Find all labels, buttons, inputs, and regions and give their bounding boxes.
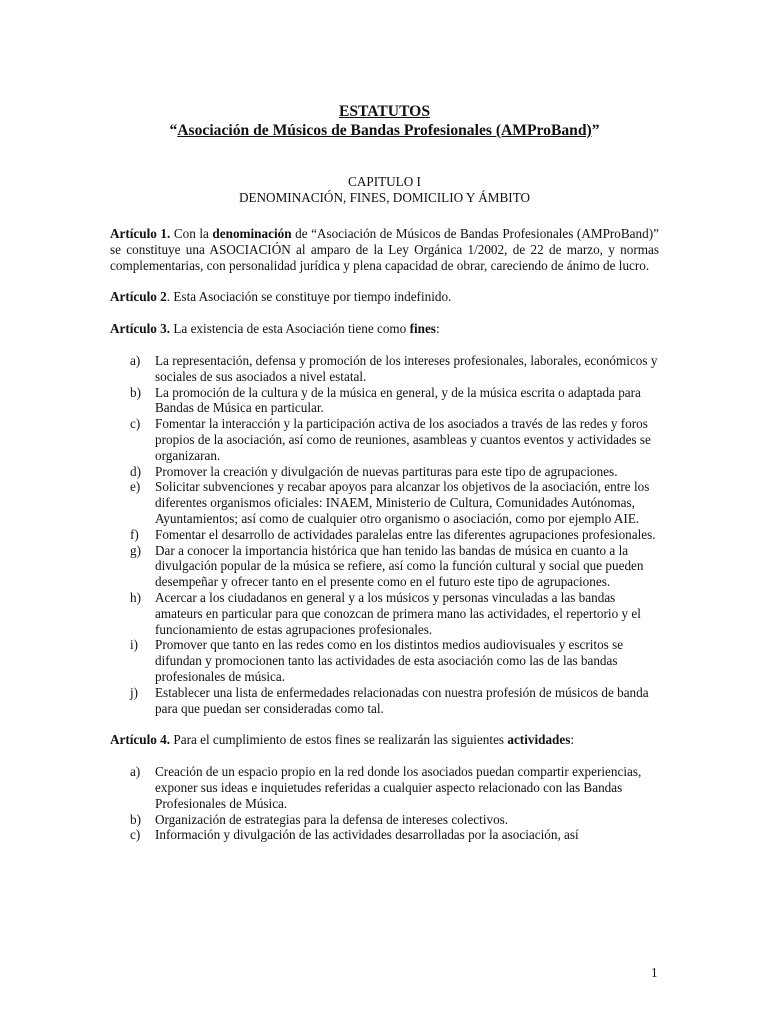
document-title xyxy=(110,102,659,140)
list-item xyxy=(110,637,659,684)
list-item-marker: b) xyxy=(130,384,141,400)
title-text: ESTATUTOS xyxy=(338,103,430,120)
list-item xyxy=(110,812,659,828)
list-item xyxy=(110,543,659,590)
article-4-post: : xyxy=(570,732,575,748)
list-item-text: Promover que tanto en las redes como en los distintos medios audiovisuales y escritos se difundan y promocionen tanto las actividades de esta asociación como las de las bandas profesionales de música. xyxy=(155,637,624,684)
list-item-text: Establecer una lista de enfermedades relacionadas con nuestra profesión de músicos de banda para que puedan ser consideradas como tal. xyxy=(155,684,649,716)
article-4-bold: actividades xyxy=(507,732,571,748)
list-item-text: Promover la creación y divulgación de nuevas partituras para este tipo de agrupaciones. xyxy=(155,463,618,479)
chapter-title: DENOMINACIÓN, FINES, DOMICILIO Y ÁMBITO xyxy=(238,190,531,205)
chapter-heading xyxy=(110,174,659,206)
list-item-text: Fomentar la interacción y la participación activa de los asociados a través de las redes y foros propios de la asociación, así como de reuniones, asambleas y cuantos eventos y actividades se organizaran. xyxy=(155,416,651,463)
list-item xyxy=(110,827,659,843)
article-4 xyxy=(110,732,659,748)
subtitle-close-quote: ” xyxy=(591,122,600,139)
list-item-text: Información y divulgación de las actividades desarrolladas por la asociación, así xyxy=(155,827,579,843)
list-item-text: La representación, defensa y promoción de los intereses profesionales, laborales, económicos y sociales de sus asociados a nivel estatal. xyxy=(155,352,658,384)
article-4-label: Artículo 4. xyxy=(110,732,171,748)
article-3-pre: La existencia de esta Asociación tiene como xyxy=(170,321,410,337)
list-item xyxy=(110,385,659,417)
chapter-number: CAPITULO I xyxy=(348,174,421,189)
article-2-text: . Esta Asociación se constituye por tiempo indefinido. xyxy=(166,289,452,305)
list-item-marker: i) xyxy=(130,637,139,653)
list-item-marker: h) xyxy=(130,589,141,605)
article-3-post: : xyxy=(435,321,440,337)
list-item-marker: a) xyxy=(130,764,141,780)
article-3-label: Artículo 3. xyxy=(110,321,171,337)
article-1-text: de “Asociación de Músicos de Bandas Profesionales (AMProBand)” se constituye una ASOCIACIÓN al amparo de la Ley Orgánica 1/2002, de 22 de marzo, y normas complementarias, con personalidad jurídica y plena capacidad de obrar, careciendo de ánimo de lucro. xyxy=(110,226,659,273)
article-3 xyxy=(110,321,659,337)
list-item-marker: c) xyxy=(130,827,141,843)
article-1-label: Artículo 1. xyxy=(110,226,171,241)
page-number: 1 xyxy=(651,965,658,980)
association-name: Asociación de Músicos de Bandas Profesionales (AMProBand) xyxy=(177,122,592,139)
list-item xyxy=(110,764,659,811)
list-item-marker: a) xyxy=(130,352,141,368)
list-item-text: Organización de estrategias para la defensa de intereses colectivos. xyxy=(155,811,509,827)
list-item-text: La promoción de la cultura y de la música en general, y de la música escrita o adaptada para Bandas de Música en particular. xyxy=(155,384,641,416)
list-item xyxy=(110,416,659,463)
article-3-bold: fines xyxy=(409,321,436,337)
list-item xyxy=(110,479,659,526)
article-4-activities-list xyxy=(110,764,659,843)
list-item-text: Acercar a los ciudadanos en general y a los músicos y personas vinculadas a las bandas amateurs en particular para que conozcan de primera mano las actividades, el repertorio y el funcionamiento de estas agrupaciones profesionales. xyxy=(155,589,641,637)
list-item-marker: f) xyxy=(130,526,139,542)
article-1-pre: Con la xyxy=(170,226,213,241)
article-2 xyxy=(110,289,659,305)
document-page xyxy=(110,102,659,843)
list-item xyxy=(110,464,659,480)
list-item-marker: b) xyxy=(130,811,141,827)
list-item xyxy=(110,590,659,637)
list-item-text: Dar a conocer la importancia histórica que han tenido las bandas de música en cuanto a la divulgación popular de la música se refiere, así como la función cultural y social que pueden desempeñar y ofrecer tanto en el presente como en el futuro este tipo de agrupaciones. xyxy=(155,542,644,590)
list-item-text: Creación de un espacio propio en la red donde los asociados puedan compartir experiencias, exponer sus ideas e inquietudes referidas a cualquier aspecto relacionado con las Bandas Profesionales de Música. xyxy=(155,764,642,811)
list-item xyxy=(110,527,659,543)
list-item xyxy=(110,685,659,717)
list-item-marker: e) xyxy=(130,479,141,495)
list-item-marker: j) xyxy=(130,684,139,700)
list-item xyxy=(110,353,659,385)
article-4-pre: Para el cumplimiento de estos fines se realizarán las siguientes xyxy=(170,732,508,748)
article-1-bold: denominación xyxy=(212,226,292,241)
article-1 xyxy=(110,226,659,273)
article-2-label: Artículo 2 xyxy=(110,289,167,305)
list-item-marker: d) xyxy=(130,463,141,479)
list-item-marker: c) xyxy=(130,416,141,432)
list-item-text: Solicitar subvenciones y recabar apoyos para alcanzar los objetivos de la asociación, entre los diferentes organismos oficiales: INAEM, Ministerio de Cultura, Comunidades Autónomas, Ayuntamientos; así como de cualquier otro organismo o asociación, como por ejemplo AIE. xyxy=(155,479,650,526)
article-3-fines-list xyxy=(110,353,659,716)
subtitle-open-quote: “ xyxy=(169,122,178,139)
list-item-text: Fomentar el desarrollo de actividades paralelas entre las diferentes agrupaciones profesionales. xyxy=(155,526,656,542)
list-item-marker: g) xyxy=(130,542,141,558)
